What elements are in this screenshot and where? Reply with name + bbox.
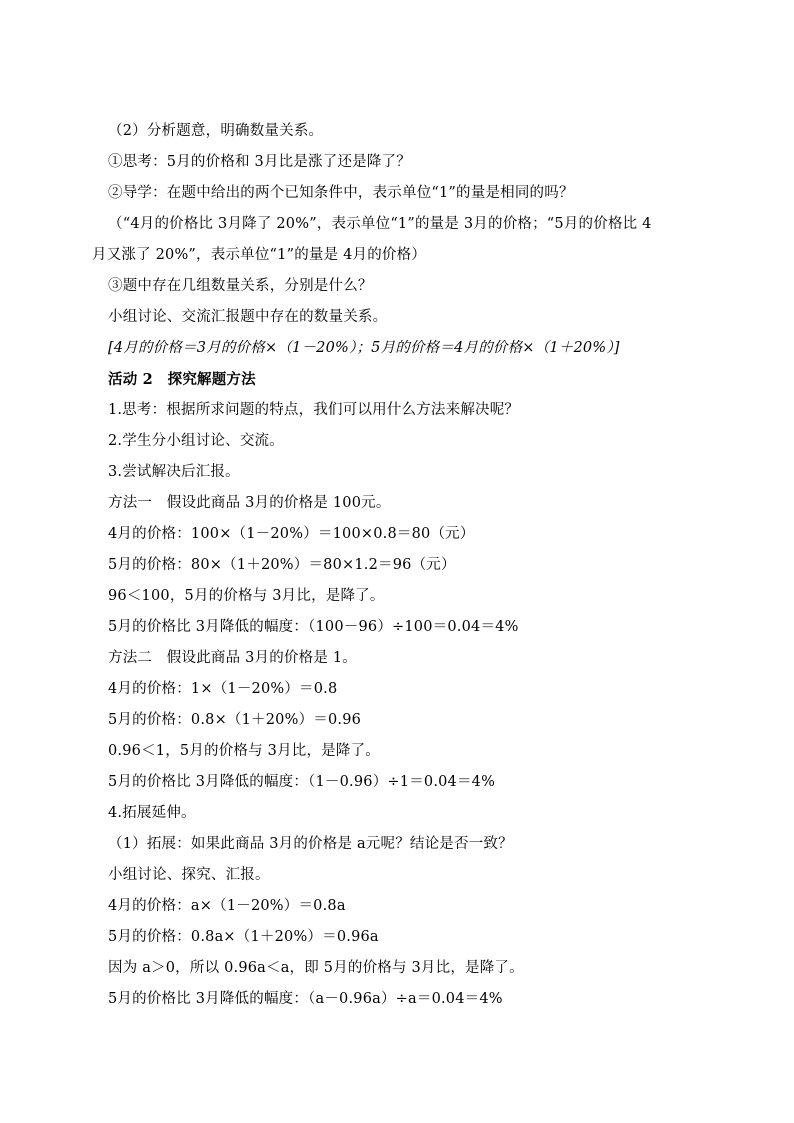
step-2-discuss: 2.学生分小组讨论、交流。 bbox=[108, 433, 284, 449]
extend-april: 4月的价格：a×（1－20%）＝0.8a bbox=[108, 898, 346, 914]
method-2-april: 4月的价格：1×（1－20%）＝0.8 bbox=[108, 681, 338, 697]
method-1-may: 5月的价格：80×（1＋20%）＝80×1.2＝96（元） bbox=[108, 557, 456, 573]
relation-formula: [4月的价格＝3月的价格×（1－20%）；5月的价格＝4月的价格×（1＋20%）] bbox=[108, 340, 620, 356]
section-heading-analysis: （2）分析题意，明确数量关系。 bbox=[108, 123, 324, 139]
guide-answer-line-1: （“4月的价格比 3月降了 20%”，表示单位“1”的量是 3月的价格；“5月的价格比 4 bbox=[108, 216, 652, 232]
extend-question: （1）拓展：如果此商品 3月的价格是 a元呢？结论是否一致？ bbox=[108, 836, 513, 852]
method-1-compare: 96＜100，5月的价格与 3月比，是降了。 bbox=[108, 588, 385, 604]
step-3-report: 3.尝试解决后汇报。 bbox=[108, 464, 240, 480]
relation-question: ③题中存在几组数量关系，分别是什么？ bbox=[108, 278, 373, 294]
method-2-may: 5月的价格：0.8×（1＋20%）＝0.96 bbox=[108, 712, 362, 728]
extend-compare: 因为 a＞0，所以 0.96a＜a，即 5月的价格与 3月比，是降了。 bbox=[108, 960, 524, 976]
method-1-decrease: 5月的价格比 3月降低的幅度：（100－96）÷100＝0.04＝4% bbox=[108, 619, 519, 635]
step-4-extend: 4.拓展延伸。 bbox=[108, 805, 196, 821]
extend-may: 5月的价格：0.8a×（1＋20%）＝0.96a bbox=[108, 929, 379, 945]
activity-2-heading: 活动 2 探究解题方法 bbox=[108, 371, 256, 388]
method-1-heading: 方法一 假设此商品 3月的价格是 100元。 bbox=[108, 495, 391, 511]
step-1-think: 1.思考：根据所求问题的特点，我们可以用什么方法来解决呢？ bbox=[108, 402, 520, 418]
method-2-decrease: 5月的价格比 3月降低的幅度：（1－0.96）÷1＝0.04＝4% bbox=[108, 774, 496, 790]
method-2-compare: 0.96＜1，5月的价格与 3月比，是降了。 bbox=[108, 743, 380, 759]
method-2-heading: 方法二 假设此商品 3月的价格是 1。 bbox=[108, 650, 357, 666]
extend-discussion: 小组讨论、探究、汇报。 bbox=[108, 867, 270, 883]
guide-question: ②导学：在题中给出的两个已知条件中，表示单位“1”的量是相同的吗？ bbox=[108, 185, 574, 201]
think-question: ①思考：5月的价格和 3月比是涨了还是降了？ bbox=[108, 154, 411, 170]
document-body bbox=[92, 116, 708, 1015]
method-1-april: 4月的价格：100×（1－20%）＝100×0.8＝80（元） bbox=[108, 526, 475, 542]
group-discussion: 小组讨论、交流汇报题中存在的数量关系。 bbox=[108, 309, 388, 325]
extend-decrease: 5月的价格比 3月降低的幅度：（a－0.96a）÷a＝0.04＝4% bbox=[108, 991, 503, 1007]
guide-answer-line-2: 月又涨了 20%”，表示单位“1”的量是 4月的价格） bbox=[92, 247, 427, 263]
